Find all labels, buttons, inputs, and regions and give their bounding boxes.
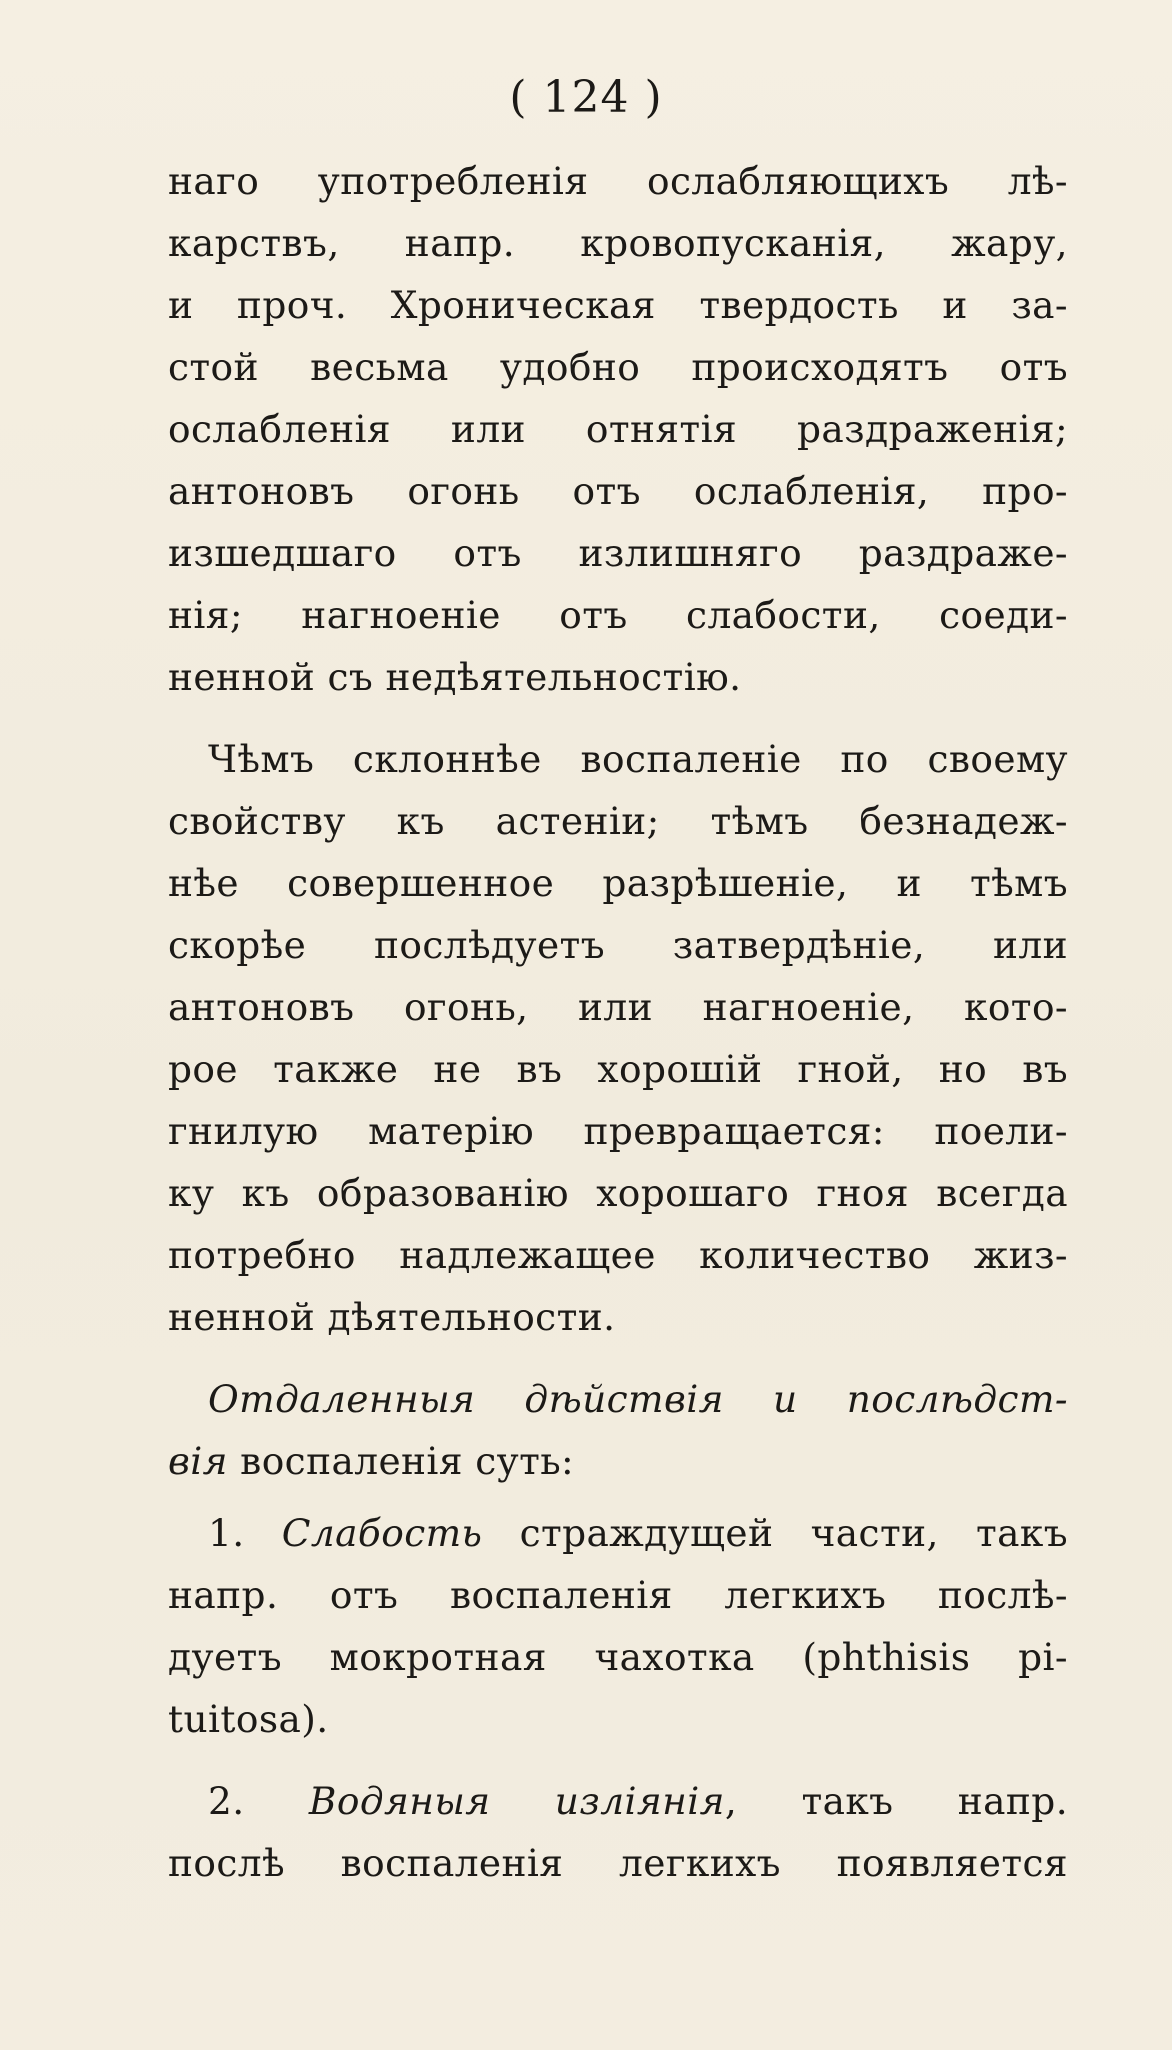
text-segment: скорѣе послѣдуетъ затвердѣніе, или [168,923,1068,967]
text-segment: воспаленія суть: [227,1439,575,1483]
text-segment: антоновъ огонь, или нагноеніе, кото- [168,985,1068,1029]
text-segment: антоновъ огонь отъ ослабленія, про- [168,469,1068,513]
text-line [168,212,1068,274]
text-segment: вія [168,1439,228,1483]
text-line [168,460,1068,522]
text-segment: Водяныя изліянія [308,1779,725,1823]
text-line [168,976,1068,1038]
text-line [168,1162,1068,1224]
text-line [168,274,1068,336]
text-line [168,1688,1068,1750]
text-segment: Чѣмъ склоннѣе воспаленіе по своему [208,737,1068,781]
text-line [168,1286,1068,1348]
text-segment: ненной дѣятельности. [168,1295,616,1339]
text-line [168,1626,1068,1688]
paragraph [168,150,1068,708]
text-line [168,852,1068,914]
page-number: ( 124 ) [509,72,663,123]
text-segment: напр. отъ воспаленія легкихъ послѣ- [168,1573,1068,1617]
text-segment: изшедшаго отъ излишняго раздраже- [168,531,1068,575]
text-line [168,1100,1068,1162]
text-line [168,150,1068,212]
paragraph [168,1502,1068,1750]
text-line [168,1564,1068,1626]
text-segment: 1. [208,1511,282,1555]
text-line [168,1038,1068,1100]
text-segment: , такъ напр. [724,1779,1069,1823]
text-segment: ку къ образованію хорошаго гноя всегда [168,1171,1068,1215]
text-segment: стой весьма удобно происходятъ отъ [168,345,1068,389]
text-line [168,1770,1068,1832]
text-line [168,790,1068,852]
text-line [168,1502,1068,1564]
text-segment: дуетъ мокротная чахотка (phthisis pi- [168,1635,1068,1679]
text-segment: потребно надлежащее количество жиз- [168,1233,1068,1277]
text-segment: Отдаленныя дѣйствія и послѣдст- [208,1377,1068,1421]
text-line [168,398,1068,460]
text-segment: гнилую матерію превращается: поели- [168,1109,1068,1153]
text-segment: карствъ, напр. кровопусканія, жару, [168,221,1068,265]
text-segment: 2. [208,1779,309,1823]
page-text [168,150,1068,1894]
text-segment: нѣе совершенное разрѣшеніе, и тѣмъ [168,861,1068,905]
text-line [168,1368,1068,1430]
text-segment: нія; нагноеніе отъ слабости, соеди- [168,593,1068,637]
paragraph [168,728,1068,1348]
text-line [168,914,1068,976]
paragraph [168,1770,1068,1894]
text-segment: страждущей части, такъ [482,1511,1069,1555]
text-line [168,1224,1068,1286]
text-segment: tuitosa). [168,1697,329,1741]
text-segment: послѣ воспаленія легкихъ появляется [168,1841,1068,1885]
text-segment: Слабость [281,1511,483,1555]
text-line [168,522,1068,584]
paragraph [168,1368,1068,1492]
text-segment: свойству къ астеніи; тѣмъ безнадеж- [168,799,1068,843]
text-line [168,728,1068,790]
text-line [168,646,1068,708]
text-segment: ослабленія или отнятія раздраженія; [168,407,1068,451]
text-line [168,1430,1068,1492]
text-segment: наго употребленія ослабляющихъ лѣ- [168,159,1068,203]
text-line [168,584,1068,646]
text-segment: и проч. Хроническая твердость и за- [168,283,1068,327]
text-line [168,336,1068,398]
text-line [168,1832,1068,1894]
text-segment: рое также не въ хорошій гной, но въ [168,1047,1068,1091]
text-segment: ненной съ недѣятельностію. [168,655,742,699]
